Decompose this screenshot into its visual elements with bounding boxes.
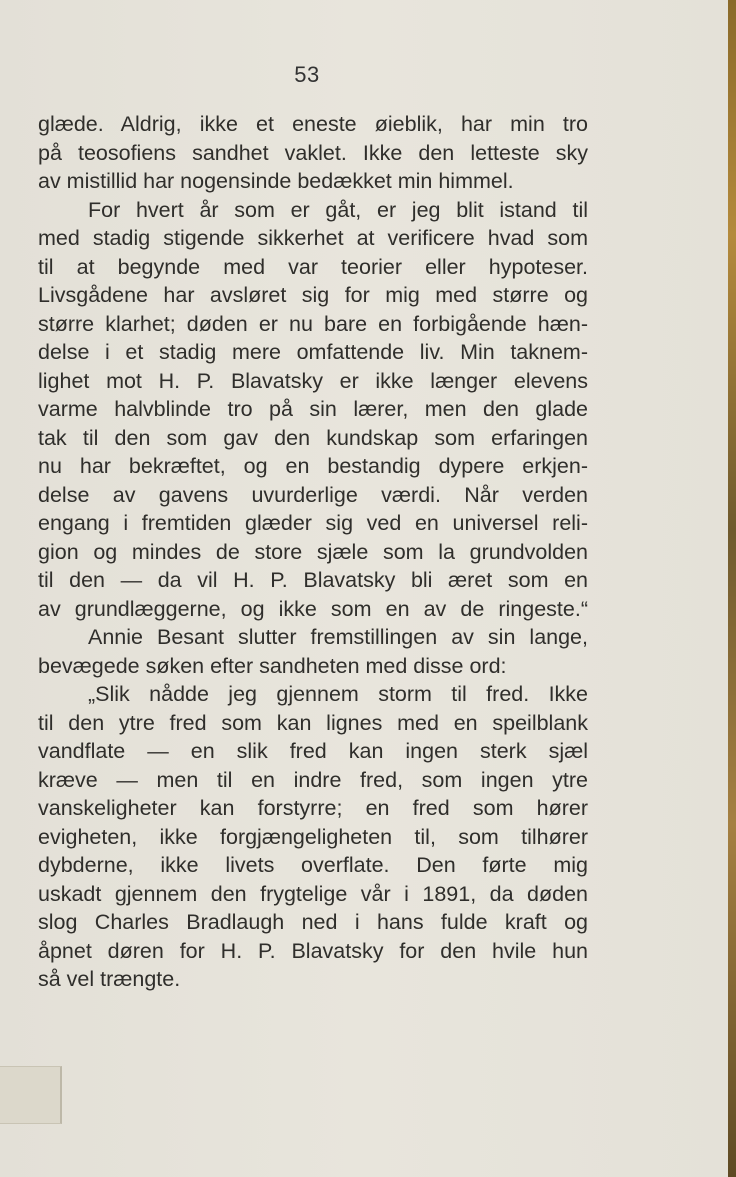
text-line: til den ytre fred som kan lignes med en speilblank xyxy=(38,710,588,735)
text-line: av grundlæggerne, og ikke som en av de ringeste.“ xyxy=(38,596,588,621)
library-label xyxy=(0,1066,62,1124)
text-line: delse i et stadig mere omfattende liv. Min taknem- xyxy=(38,340,588,364)
text-line: vandflate — en slik fred kan ingen sterk sjæl xyxy=(38,739,588,763)
text-line: av mistillid har nogensinde bedækket min himmel. xyxy=(38,169,514,193)
text-line: engang i fremtiden glæder sig ved en universel reli- xyxy=(38,511,588,535)
text-line: bevægede søken efter sandheten med disse ord: xyxy=(38,653,507,678)
text-line: dybderne, ikke livets overflate. Den førte mig xyxy=(38,853,588,877)
text-line: vanskeligheter kan forstyrre; en fred som hører xyxy=(38,796,588,820)
text-line: slog Charles Bradlaugh ned i hans fulde kraft og xyxy=(38,910,588,934)
text-line: så vel trængte. xyxy=(38,967,181,991)
text-line: til den — da vil H. P. Blavatsky bli æret som en xyxy=(38,568,588,592)
text-line: kræve — men til en indre fred, som ingen ytre xyxy=(38,767,588,792)
text-line: For hvert år som er gåt, er jeg blit istand til xyxy=(88,197,588,222)
page-edge xyxy=(728,0,736,1177)
text-line: gion og mindes de store sjæle som la grundvolden xyxy=(38,539,588,564)
text-line: „Slik nådde jeg gjennem storm til fred. Ikke xyxy=(88,682,588,706)
text-line: glæde. Aldrig, ikke et eneste øieblik, har min tro xyxy=(38,112,588,136)
text-line: større klarhet; døden er nu bare en forbigående hæn- xyxy=(38,311,588,336)
text-line: delse av gavens uvurderlige værdi. Når verden xyxy=(38,482,588,507)
body-text xyxy=(38,110,588,994)
text-line: åpnet døren for H. P. Blavatsky for den hvile hun xyxy=(38,938,588,963)
text-line: evigheten, ikke forgjængeligheten til, som tilhører xyxy=(38,824,588,849)
text-line: nu har bekræftet, og en bestandig dypere erkjen- xyxy=(38,454,588,478)
page-number: 53 xyxy=(294,62,320,87)
text-line: til at begynde med var teorier eller hypoteser. xyxy=(38,254,588,279)
text-line: tak til den som gav den kundskap som erfaringen xyxy=(38,425,588,450)
text-line: uskadt gjennem den frygtelige vår i 1891, da døden xyxy=(38,881,588,906)
text-line: lighet mot H. P. Blavatsky er ikke længer elevens xyxy=(38,368,588,393)
text-line: varme halvblinde tro på sin lærer, men den glade xyxy=(38,397,588,421)
text-line: Annie Besant slutter fremstillingen av sin lange, xyxy=(88,625,588,649)
text-line: Livsgådene har avsløret sig for mig med større og xyxy=(38,283,588,307)
text-line: på teosofiens sandhet vaklet. Ikke den letteste sky xyxy=(38,140,588,165)
text-line: med stadig stigende sikkerhet at verificere hvad som xyxy=(38,226,588,250)
